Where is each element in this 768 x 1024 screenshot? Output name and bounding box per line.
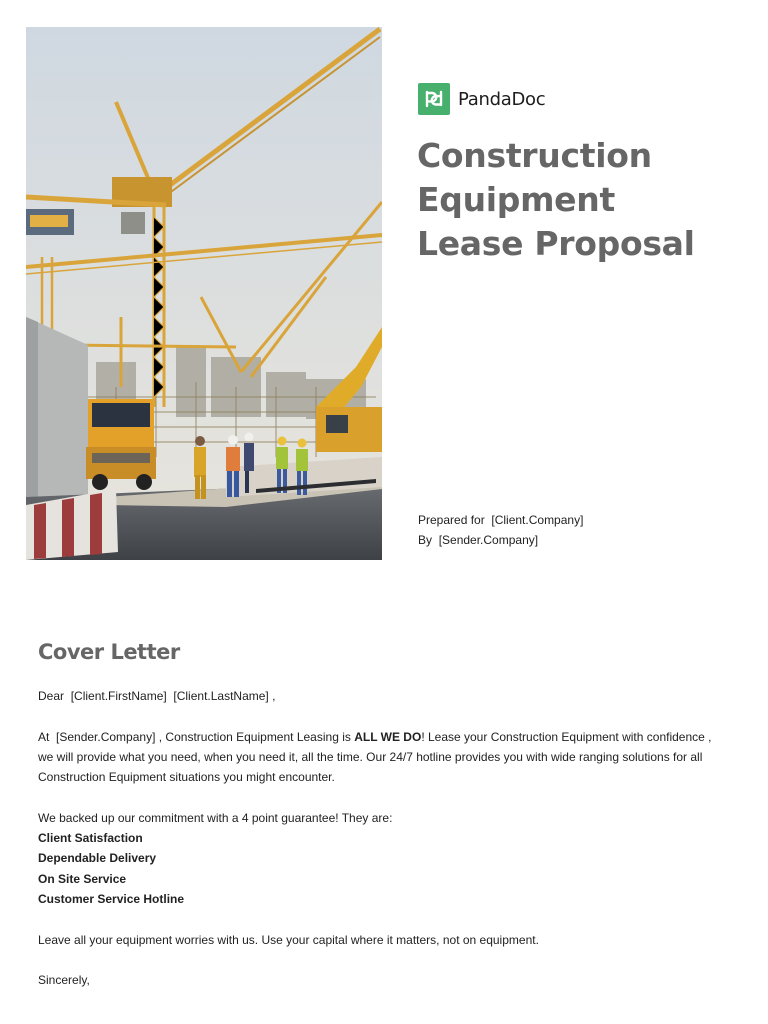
sender-company-inline: [Sender.Company]	[56, 729, 156, 744]
cover-letter-heading: Cover Letter	[38, 640, 180, 664]
brand	[418, 83, 545, 115]
cover-letter-body	[38, 686, 728, 990]
brand-name: PandaDoc	[458, 88, 546, 110]
guarantee-item: On Site Service	[38, 871, 127, 886]
emphasis-text: ALL WE DO	[354, 729, 422, 744]
document-title	[417, 134, 695, 266]
greeting: Dear [Client.FirstName] [Client.LastName] ,	[38, 689, 276, 703]
closing-line: Leave all your equipment worries with us. Use your capital where it matters, not on equipment.	[38, 932, 539, 947]
title-line-2: Equipment	[417, 180, 615, 219]
prepared-block	[418, 510, 583, 550]
guarantee-item: Dependable Delivery	[38, 851, 157, 866]
prepared-for-label: Prepared for	[418, 513, 485, 527]
title-line-3: Lease Proposal	[417, 224, 695, 263]
prepared-by-line	[418, 530, 583, 550]
client-first-name-field: [Client.FirstName]	[70, 689, 167, 703]
prepared-by-label: By	[418, 533, 433, 547]
title-line-1: Construction	[417, 136, 652, 175]
sender-company-field: [Sender.Company]	[438, 533, 539, 547]
prepared-for-line	[418, 510, 583, 530]
client-company-field: [Client.Company]	[491, 513, 584, 527]
cover-photo	[26, 27, 382, 560]
guarantee-intro: We backed up our commitment with a 4 point guarantee! They are:	[38, 810, 393, 825]
client-last-name-field: [Client.LastName]	[173, 689, 269, 703]
signoff: Sincerely,	[38, 973, 90, 988]
intro-paragraph: At [Sender.Company] , Construction Equipment Leasing is ALL WE DO! Lease your Construction Equipment with confidence , we will provide what you need, when you need it, all the time. Our 24/7 hotline provides you with wide ranging solutions for all Construction Equipment situations you might encounter.	[38, 729, 712, 785]
pandadoc-logo-icon	[418, 83, 450, 115]
guarantee-item: Client Satisfaction	[38, 831, 143, 846]
guarantee-item: Customer Service Hotline	[38, 891, 185, 906]
